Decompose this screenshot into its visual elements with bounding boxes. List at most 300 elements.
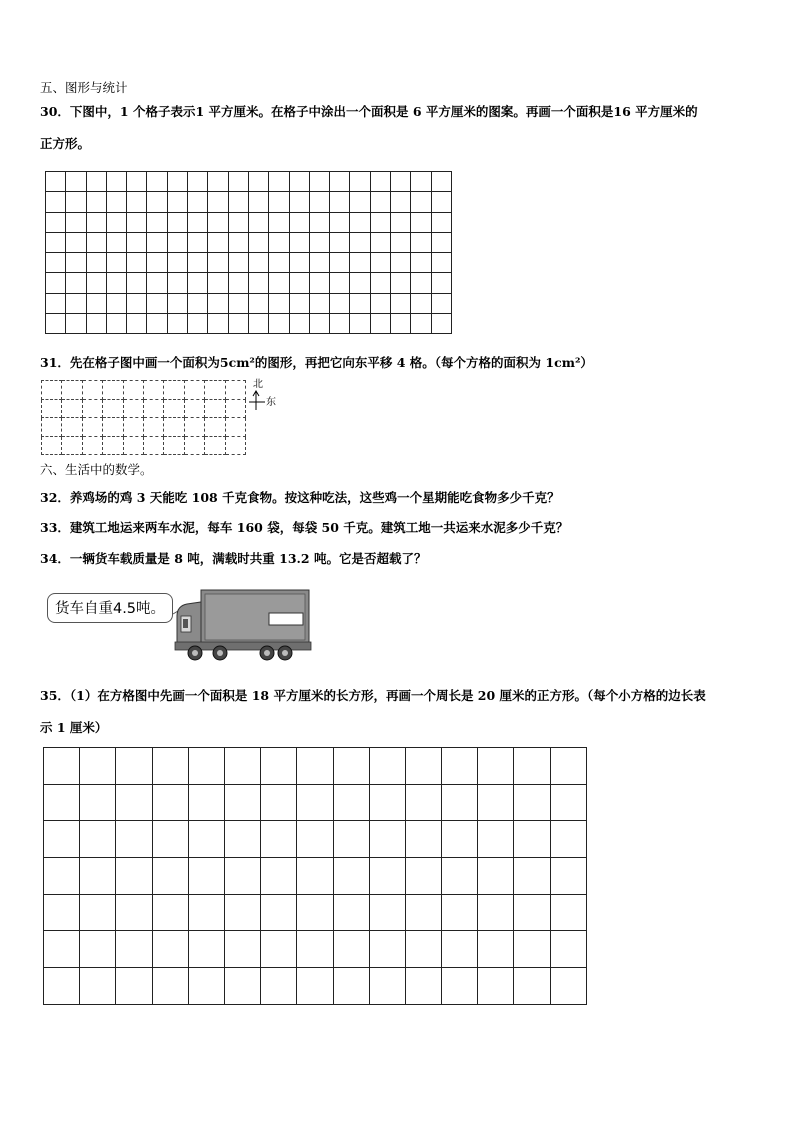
grid-cell[interactable] [66,172,86,192]
grid-cell[interactable] [42,381,62,400]
grid-cell[interactable] [269,172,289,192]
grid-cell[interactable] [261,894,297,931]
grid-cell[interactable] [478,784,514,821]
grid-cell[interactable] [228,253,248,273]
grid-cell[interactable] [514,858,550,895]
grid-cell[interactable] [42,436,62,455]
grid-cell[interactable] [208,212,228,232]
grid-cell[interactable] [431,192,451,212]
grid-cell[interactable] [431,253,451,273]
grid-cell[interactable] [205,418,225,437]
grid-cell[interactable] [309,273,329,293]
grid-cell[interactable] [261,748,297,785]
grid-cell[interactable] [369,748,405,785]
grid-cell[interactable] [228,212,248,232]
grid-cell[interactable] [269,314,289,334]
grid-cell[interactable] [269,253,289,273]
grid-cell[interactable] [188,172,208,192]
grid-cell[interactable] [248,192,268,212]
grid-cell[interactable] [350,253,370,273]
grid-cell[interactable] [80,858,116,895]
grid-cell[interactable] [86,293,106,313]
grid-cell[interactable] [147,293,167,313]
grid-cell[interactable] [442,931,478,968]
grid-cell[interactable] [116,858,152,895]
grid-cell[interactable] [66,253,86,273]
grid-cell[interactable] [46,192,66,212]
grid-cell[interactable] [188,314,208,334]
grid-cell[interactable] [86,314,106,334]
grid-cell[interactable] [330,253,350,273]
grid-cell[interactable] [152,894,188,931]
grid-cell[interactable] [82,436,102,455]
grid-cell[interactable] [330,314,350,334]
grid-cell[interactable] [103,436,123,455]
grid-cell[interactable] [350,314,370,334]
grid-cell[interactable] [164,381,184,400]
grid-cell[interactable] [411,172,431,192]
grid-cell[interactable] [478,968,514,1005]
grid-cell[interactable] [225,436,245,455]
grid-cell[interactable] [167,293,187,313]
grid-cell[interactable] [208,293,228,313]
grid-cell[interactable] [86,212,106,232]
grid-cell[interactable] [184,436,204,455]
grid-cell[interactable] [44,858,80,895]
grid-cell[interactable] [289,172,309,192]
grid-cell[interactable] [405,931,441,968]
grid-cell[interactable] [188,858,224,895]
grid-cell[interactable] [370,273,390,293]
grid-cell[interactable] [248,172,268,192]
grid-cell[interactable] [369,821,405,858]
grid-cell[interactable] [228,314,248,334]
grid-cell[interactable] [269,232,289,252]
grid-cell[interactable] [370,314,390,334]
grid-cell[interactable] [224,968,260,1005]
grid-cell[interactable] [391,293,411,313]
grid-cell[interactable] [188,931,224,968]
grid-cell[interactable] [82,418,102,437]
grid-cell[interactable] [330,172,350,192]
grid-cell[interactable] [289,212,309,232]
grid-cell[interactable] [143,418,163,437]
grid-cell[interactable] [164,418,184,437]
grid-cell[interactable] [431,314,451,334]
grid-cell[interactable] [46,253,66,273]
grid-cell[interactable] [330,273,350,293]
grid-cell[interactable] [297,821,333,858]
grid-cell[interactable] [370,192,390,212]
grid-cell[interactable] [228,273,248,293]
grid-cell[interactable] [147,192,167,212]
grid-cell[interactable] [106,192,126,212]
grid-cell[interactable] [369,894,405,931]
grid-cell[interactable] [297,858,333,895]
grid-cell[interactable] [269,293,289,313]
grid-cell[interactable] [62,399,82,418]
grid-cell[interactable] [205,381,225,400]
grid-cell[interactable] [147,212,167,232]
grid-cell[interactable] [44,784,80,821]
grid-cell[interactable] [514,968,550,1005]
grid-cell[interactable] [333,748,369,785]
grid-cell[interactable] [82,399,102,418]
grid-cell[interactable] [309,314,329,334]
grid-cell[interactable] [143,381,163,400]
grid-cell[interactable] [46,293,66,313]
grid-cell[interactable] [411,253,431,273]
grid-cell[interactable] [188,192,208,212]
grid-cell[interactable] [514,894,550,931]
grid-cell[interactable] [431,273,451,293]
grid-cell[interactable] [66,314,86,334]
grid-cell[interactable] [442,858,478,895]
grid-cell[interactable] [289,192,309,212]
grid-cell[interactable] [205,436,225,455]
grid-cell[interactable] [442,784,478,821]
grid-cell[interactable] [228,192,248,212]
grid-cell[interactable] [370,232,390,252]
grid-cell[interactable] [86,253,106,273]
grid-cell[interactable] [44,968,80,1005]
grid-cell[interactable] [442,821,478,858]
grid-cell[interactable] [350,172,370,192]
grid-cell[interactable] [46,212,66,232]
grid-cell[interactable] [103,399,123,418]
grid-cell[interactable] [123,399,143,418]
grid-cell[interactable] [370,212,390,232]
grid-cell[interactable] [224,894,260,931]
grid-cell[interactable] [333,784,369,821]
grid-cell[interactable] [116,821,152,858]
grid-cell[interactable] [106,293,126,313]
grid-cell[interactable] [62,381,82,400]
grid-cell[interactable] [330,232,350,252]
grid-cell[interactable] [330,212,350,232]
grid-cell[interactable] [106,212,126,232]
grid-cell[interactable] [297,748,333,785]
grid-cell[interactable] [184,381,204,400]
grid-cell[interactable] [514,784,550,821]
grid-cell[interactable] [370,172,390,192]
grid-cell[interactable] [391,273,411,293]
grid-cell[interactable] [261,784,297,821]
grid-cell[interactable] [248,314,268,334]
grid-cell[interactable] [369,858,405,895]
grid-cell[interactable] [289,232,309,252]
q35-grid[interactable] [43,747,587,1005]
grid-cell[interactable] [80,894,116,931]
grid-cell[interactable] [228,293,248,313]
grid-cell[interactable] [46,232,66,252]
grid-cell[interactable] [550,931,586,968]
grid-cell[interactable] [431,212,451,232]
grid-cell[interactable] [106,253,126,273]
grid-cell[interactable] [46,314,66,334]
grid-cell[interactable] [411,273,431,293]
grid-cell[interactable] [261,858,297,895]
grid-cell[interactable] [550,784,586,821]
grid-cell[interactable] [147,273,167,293]
grid-cell[interactable] [309,172,329,192]
grid-cell[interactable] [442,968,478,1005]
grid-cell[interactable] [147,172,167,192]
grid-cell[interactable] [123,381,143,400]
grid-cell[interactable] [261,968,297,1005]
grid-cell[interactable] [143,436,163,455]
grid-cell[interactable] [309,232,329,252]
grid-cell[interactable] [369,968,405,1005]
grid-cell[interactable] [80,784,116,821]
grid-cell[interactable] [478,821,514,858]
grid-cell[interactable] [333,821,369,858]
grid-cell[interactable] [127,293,147,313]
grid-cell[interactable] [550,894,586,931]
grid-cell[interactable] [152,748,188,785]
grid-cell[interactable] [123,418,143,437]
grid-cell[interactable] [411,314,431,334]
grid-cell[interactable] [116,968,152,1005]
grid-cell[interactable] [184,399,204,418]
grid-cell[interactable] [80,968,116,1005]
grid-cell[interactable] [42,399,62,418]
grid-cell[interactable] [167,273,187,293]
grid-cell[interactable] [309,212,329,232]
grid-cell[interactable] [411,232,431,252]
grid-cell[interactable] [184,418,204,437]
grid-cell[interactable] [147,232,167,252]
grid-cell[interactable] [46,172,66,192]
grid-cell[interactable] [167,232,187,252]
grid-cell[interactable] [289,273,309,293]
grid-cell[interactable] [369,784,405,821]
grid-cell[interactable] [152,821,188,858]
grid-cell[interactable] [208,253,228,273]
grid-cell[interactable] [167,192,187,212]
grid-cell[interactable] [66,273,86,293]
grid-cell[interactable] [167,172,187,192]
grid-cell[interactable] [127,314,147,334]
grid-cell[interactable] [188,968,224,1005]
grid-cell[interactable] [44,894,80,931]
grid-cell[interactable] [248,273,268,293]
grid-cell[interactable] [442,748,478,785]
grid-cell[interactable] [405,784,441,821]
grid-cell[interactable] [44,748,80,785]
grid-cell[interactable] [127,172,147,192]
grid-cell[interactable] [431,232,451,252]
grid-cell[interactable] [103,418,123,437]
grid-cell[interactable] [248,293,268,313]
grid-cell[interactable] [116,748,152,785]
grid-cell[interactable] [289,314,309,334]
grid-cell[interactable] [127,273,147,293]
grid-cell[interactable] [261,931,297,968]
grid-cell[interactable] [269,192,289,212]
grid-cell[interactable] [269,273,289,293]
q31-grid[interactable] [41,380,246,455]
grid-cell[interactable] [225,381,245,400]
grid-cell[interactable] [248,212,268,232]
grid-cell[interactable] [370,293,390,313]
grid-cell[interactable] [106,273,126,293]
grid-cell[interactable] [225,418,245,437]
grid-cell[interactable] [405,858,441,895]
grid-cell[interactable] [224,784,260,821]
grid-cell[interactable] [188,253,208,273]
grid-cell[interactable] [228,232,248,252]
grid-cell[interactable] [167,212,187,232]
grid-cell[interactable] [188,821,224,858]
grid-cell[interactable] [188,293,208,313]
grid-cell[interactable] [248,253,268,273]
grid-cell[interactable] [224,821,260,858]
grid-cell[interactable] [261,821,297,858]
grid-cell[interactable] [297,931,333,968]
grid-cell[interactable] [143,399,163,418]
grid-cell[interactable] [44,931,80,968]
grid-cell[interactable] [86,172,106,192]
grid-cell[interactable] [370,253,390,273]
grid-cell[interactable] [228,172,248,192]
grid-cell[interactable] [80,931,116,968]
grid-cell[interactable] [80,748,116,785]
grid-cell[interactable] [106,172,126,192]
grid-cell[interactable] [514,821,550,858]
grid-cell[interactable] [391,212,411,232]
grid-cell[interactable] [289,253,309,273]
grid-cell[interactable] [208,192,228,212]
grid-cell[interactable] [82,381,102,400]
grid-cell[interactable] [391,232,411,252]
grid-cell[interactable] [350,192,370,212]
grid-cell[interactable] [309,253,329,273]
grid-cell[interactable] [297,968,333,1005]
grid-cell[interactable] [391,314,411,334]
grid-cell[interactable] [152,931,188,968]
grid-cell[interactable] [205,399,225,418]
grid-cell[interactable] [123,436,143,455]
grid-cell[interactable] [411,212,431,232]
grid-cell[interactable] [42,418,62,437]
grid-cell[interactable] [62,436,82,455]
grid-cell[interactable] [309,192,329,212]
grid-cell[interactable] [116,931,152,968]
grid-cell[interactable] [297,894,333,931]
q30-grid[interactable] [45,171,452,334]
grid-cell[interactable] [188,212,208,232]
grid-cell[interactable] [478,748,514,785]
grid-cell[interactable] [66,192,86,212]
grid-cell[interactable] [103,381,123,400]
grid-cell[interactable] [405,748,441,785]
grid-cell[interactable] [152,858,188,895]
grid-cell[interactable] [411,192,431,212]
grid-cell[interactable] [350,212,370,232]
grid-cell[interactable] [127,192,147,212]
grid-cell[interactable] [369,931,405,968]
grid-cell[interactable] [330,192,350,212]
grid-cell[interactable] [478,894,514,931]
grid-cell[interactable] [431,293,451,313]
grid-cell[interactable] [80,821,116,858]
grid-cell[interactable] [167,253,187,273]
grid-cell[interactable] [248,232,268,252]
grid-cell[interactable] [391,192,411,212]
grid-cell[interactable] [391,172,411,192]
grid-cell[interactable] [116,894,152,931]
grid-cell[interactable] [188,273,208,293]
grid-cell[interactable] [86,273,106,293]
grid-cell[interactable] [333,968,369,1005]
grid-cell[interactable] [514,931,550,968]
grid-cell[interactable] [289,293,309,313]
grid-cell[interactable] [431,172,451,192]
grid-cell[interactable] [550,748,586,785]
grid-cell[interactable] [333,894,369,931]
grid-cell[interactable] [350,293,370,313]
grid-cell[interactable] [66,232,86,252]
grid-cell[interactable] [127,253,147,273]
grid-cell[interactable] [44,821,80,858]
grid-cell[interactable] [116,784,152,821]
grid-cell[interactable] [208,273,228,293]
grid-cell[interactable] [188,748,224,785]
grid-cell[interactable] [478,858,514,895]
grid-cell[interactable] [66,293,86,313]
grid-cell[interactable] [550,968,586,1005]
grid-cell[interactable] [391,253,411,273]
grid-cell[interactable] [127,212,147,232]
grid-cell[interactable] [350,273,370,293]
grid-cell[interactable] [208,232,228,252]
grid-cell[interactable] [411,293,431,313]
grid-cell[interactable] [333,931,369,968]
grid-cell[interactable] [147,253,167,273]
grid-cell[interactable] [309,293,329,313]
grid-cell[interactable] [86,192,106,212]
grid-cell[interactable] [514,748,550,785]
grid-cell[interactable] [147,314,167,334]
grid-cell[interactable] [224,931,260,968]
grid-cell[interactable] [333,858,369,895]
grid-cell[interactable] [225,399,245,418]
grid-cell[interactable] [164,436,184,455]
grid-cell[interactable] [224,748,260,785]
grid-cell[interactable] [330,293,350,313]
grid-cell[interactable] [66,212,86,232]
grid-cell[interactable] [350,232,370,252]
grid-cell[interactable] [269,212,289,232]
grid-cell[interactable] [208,172,228,192]
grid-cell[interactable] [478,931,514,968]
grid-cell[interactable] [405,968,441,1005]
grid-cell[interactable] [188,232,208,252]
grid-cell[interactable] [62,418,82,437]
grid-cell[interactable] [550,821,586,858]
grid-cell[interactable] [127,232,147,252]
grid-cell[interactable] [86,232,106,252]
grid-cell[interactable] [106,314,126,334]
grid-cell[interactable] [188,894,224,931]
grid-cell[interactable] [208,314,228,334]
grid-cell[interactable] [152,784,188,821]
grid-cell[interactable] [152,968,188,1005]
grid-cell[interactable] [224,858,260,895]
grid-cell[interactable] [550,858,586,895]
grid-cell[interactable] [167,314,187,334]
